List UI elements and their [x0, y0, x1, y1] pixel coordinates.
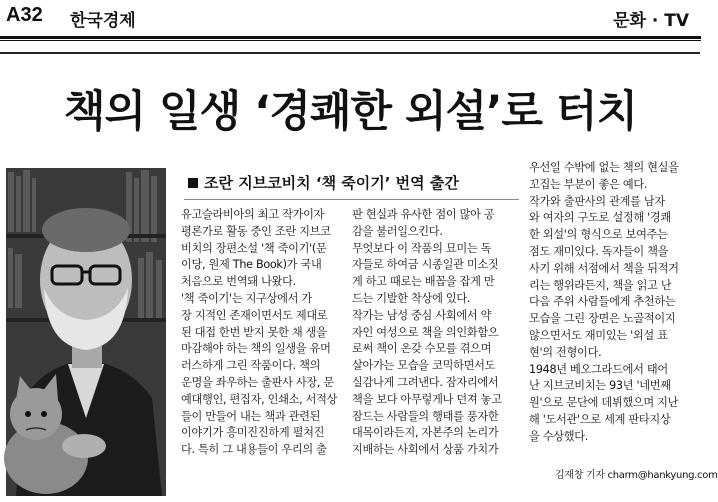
text-line: 우선일 수밖에 없는 책의 현실을: [529, 161, 679, 174]
text-line: 난 지브코비치는 93년 '네번째: [529, 379, 671, 393]
text-line: 지배하는 사회에서 상품 가치가: [352, 443, 499, 457]
text-line: 사기 위해 서점에서 책을 뒤적거: [529, 261, 679, 275]
text-line: 다. 특히 그 내용들이 우리의 출: [181, 443, 327, 457]
text-line: 원'으로 문단에 데뷔했으며 지난: [529, 396, 679, 410]
text-line: 작가는 남성 중심 사회에서 약: [352, 308, 492, 322]
text-line: 작가와 출판사의 관계를 남자: [529, 194, 665, 208]
text-line: 예대행인, 편집자, 인쇄소, 서적상: [181, 392, 338, 406]
text-line: 살아가는 모습을 코믹하면서도: [352, 359, 496, 373]
page-number: A32: [6, 4, 43, 26]
article-headline: 책의 일생 ‘경쾌한 외설’로 터치: [63, 87, 637, 137]
text-line: 모습을 그린 장면은 노골적이지: [529, 312, 676, 326]
text-line: 무엇보다 이 작품의 묘미는 독: [352, 241, 492, 255]
article-column-1: [181, 207, 343, 459]
text-line: 게 하고 때로는 배꼽을 잡게 만: [352, 275, 495, 289]
text-line: 점도 재미있다. 독자들이 책을: [529, 244, 669, 258]
text-line: 감을 불러일으킨다.: [352, 224, 443, 238]
text-line: 1948년 베오그라드에서 태어: [529, 362, 668, 376]
text-line: 자들로 하여금 시종일관 미소짓: [352, 258, 499, 272]
article-column-2: [352, 207, 514, 459]
text-line: 자인 여성으로 책을 의인화함으: [352, 325, 499, 339]
text-line: 된 대접 한번 받지 못한 채 생을: [181, 325, 327, 339]
text-line: 러스하게 그린 작품이다. 책의: [181, 359, 321, 373]
text-line: '책 죽이기'는 지구상에서 가: [181, 291, 312, 305]
masthead-rule-thin: [0, 40, 701, 41]
text-line: 책을 보다 아무렇게나 던져 놓고: [352, 392, 502, 406]
text-line: 해 '도서관'으로 세계 판타지상: [529, 412, 671, 426]
text-line: 유고슬라비아의 최고 작가이자: [181, 208, 325, 221]
text-line: 비치의 장편소설 '책 죽이기'(문: [181, 241, 327, 255]
text-line: 장 지적인 존재이면서도 제대로: [181, 308, 328, 322]
text-line: 대목이라든지, 자본주의 논리가: [352, 426, 499, 440]
text-line: 로써 책이 온갖 수모를 겪으며: [352, 342, 492, 356]
masthead: [0, 0, 701, 38]
newspaper-name: 한국경제: [70, 11, 136, 31]
text-line: 다음 주위 사람들에게 추천하는: [529, 295, 676, 309]
text-line: 평론가로 활동 중인 조란 지브코: [181, 224, 331, 238]
text-line: 을 수상했다.: [529, 429, 589, 443]
text-line: 마감해야 하는 책의 일생을 유머: [181, 342, 331, 356]
text-line: 이야기가 흥미진진하게 펼쳐진: [181, 426, 325, 440]
article-subhead: [188, 172, 459, 193]
text-line: 꼬집는 부분이 좋은 예다.: [529, 177, 648, 191]
text-line: 리는 행위라든지, 책을 읽고 난: [529, 278, 672, 292]
subhead-rule: [184, 199, 519, 200]
text-line: 드는 기발한 착상에 있다.: [352, 291, 471, 305]
subhead-text: 조란 지브코비치 ‘책 죽이기’ 번역 출간: [204, 174, 459, 192]
text-line: 와 여자의 구도로 설정해 '경쾌: [529, 211, 671, 225]
text-line: 한 외설'의 형식으로 보여주는: [529, 228, 668, 242]
author-photo: [6, 168, 166, 496]
article-byline: 김재창 기자 charm@hankyung.com: [555, 470, 718, 481]
text-line: 이당, 원제 The Book)가 국내: [181, 258, 322, 272]
square-bullet-icon: [188, 178, 198, 188]
text-line: 들이 만들어 내는 책과 관련된: [181, 409, 321, 423]
text-line: 판 현실과 유사한 점이 많아 공: [352, 208, 495, 221]
masthead-rule: [0, 36, 701, 39]
text-line: 처음으로 번역돼 나왔다.: [181, 275, 296, 289]
section-name: 문화 · TV: [613, 11, 689, 31]
text-line: 현'의 전형이다.: [529, 345, 602, 359]
article-column-3: [529, 160, 697, 446]
text-line: 않으면서도 재미있는 '외설 표: [529, 328, 668, 342]
text-line: 운명을 좌우하는 출판사 사장, 문: [181, 375, 334, 389]
text-line: 잠드는 사람들의 행태를 풍자한: [352, 409, 499, 423]
text-line: 실감나게 그려낸다. 잠자리에서: [352, 375, 499, 389]
